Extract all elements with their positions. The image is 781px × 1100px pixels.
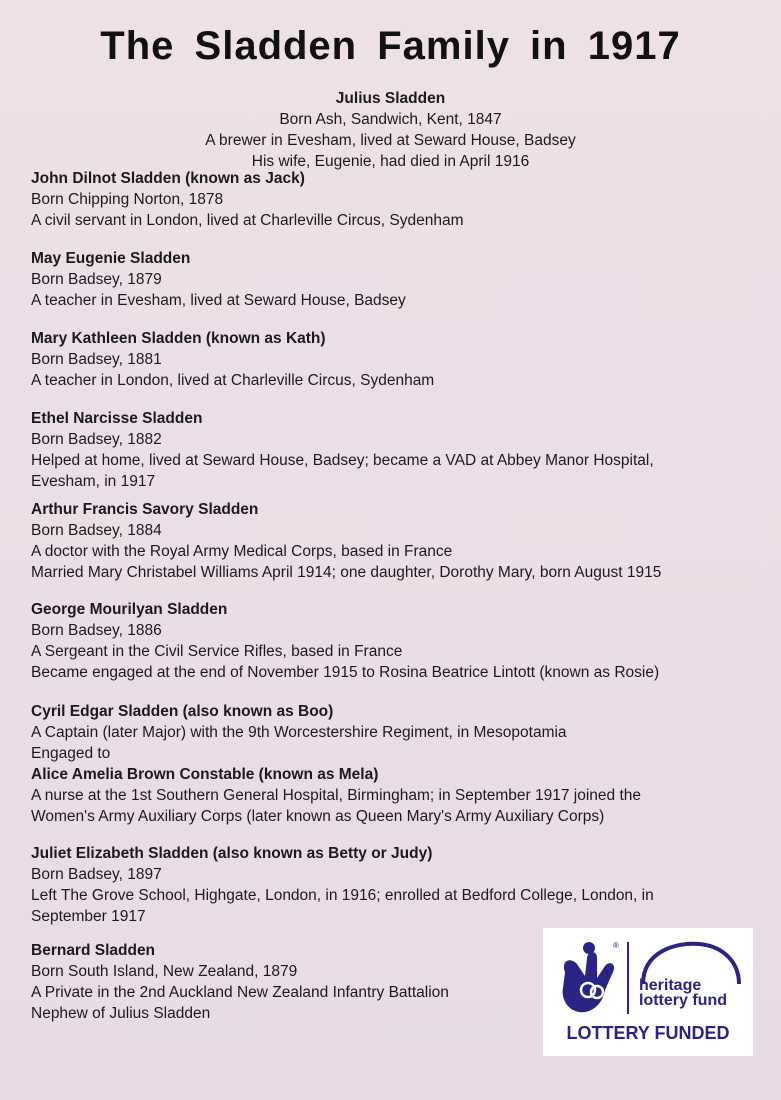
entry-line: A civil servant in London, lived at Charleville Circus, Sydenham (31, 212, 464, 229)
entry-name: George Mourilyan Sladden (31, 601, 228, 618)
entry-line: Born Badsey, 1879 (31, 271, 162, 288)
entry-name: John Dilnot Sladden (known as Jack) (31, 170, 305, 187)
entry-line: Evesham, in 1917 (31, 473, 156, 490)
heritage-lottery-fund-logo (543, 928, 753, 1056)
entry-name: Julius Sladden (335, 90, 446, 107)
hlf-wordmark (635, 940, 745, 1018)
entry-line: Women's Army Auxiliary Corps (later known as Queen Mary's Army Auxiliary Corps) (31, 808, 605, 825)
entry-line: A teacher in Evesham, lived at Seward House, Badsey (31, 292, 406, 309)
entry-line: Born Badsey, 1881 (31, 351, 162, 368)
lottery-funded-label: LOTTERY FUNDED (566, 1023, 730, 1043)
entry-name: Bernard Sladden (31, 942, 156, 959)
entry-name: Ethel Narcisse Sladden (31, 410, 203, 427)
entry-line: Engaged to (31, 745, 111, 762)
person-entry-arthur (31, 499, 731, 583)
entry-line: A doctor with the Royal Army Medical Corps, based in France (31, 543, 453, 560)
svg-text:®: ® (613, 941, 619, 950)
person-entry-cyril (31, 701, 731, 827)
person-entry-juliet (31, 843, 731, 927)
entry-line: Nephew of Julius Sladden (31, 1005, 211, 1022)
entry-line: September 1917 (31, 908, 146, 925)
logo-divider (627, 942, 629, 1014)
entry-line: Married Mary Christabel Williams April 1914; one daughter, Dorothy Mary, born August 1915 (31, 564, 662, 581)
entry-line: Born Chipping Norton, 1878 (31, 191, 224, 208)
entry-line: Born South Island, New Zealand, 1879 (31, 963, 298, 980)
entry-line: Left The Grove School, Highgate, London, in 1916; enrolled at Bedford College, London, in (31, 887, 654, 904)
entry-line: A Captain (later Major) with the 9th Worcestershire Regiment, in Mesopotamia (31, 724, 567, 741)
patriarch-entry (0, 88, 781, 172)
entry-line: A Private in the 2nd Auckland New Zealand Infantry Battalion (31, 984, 449, 1001)
entry-line: His wife, Eugenie, had died in April 1916 (251, 153, 530, 170)
page-title: The Sladden Family in 1917 (100, 24, 681, 68)
entry-line: Born Ash, Sandwich, Kent, 1847 (279, 111, 502, 128)
person-entry-ethel (31, 408, 731, 492)
entry-line: A brewer in Evesham, lived at Seward House, Badsey (205, 132, 576, 149)
entry-line: A Sergeant in the Civil Service Rifles, based in France (31, 643, 403, 660)
person-entry-george (31, 599, 731, 683)
person-entry-jack (31, 168, 731, 231)
entry-line: Born Badsey, 1886 (31, 622, 162, 639)
person-entry-kath (31, 328, 731, 391)
entry-line: Born Badsey, 1897 (31, 866, 162, 883)
logo-brand-line: heritage (639, 977, 702, 994)
entry-line: Born Badsey, 1882 (31, 431, 162, 448)
person-entry-bernard (31, 940, 531, 1024)
entry-line: Became engaged at the end of November 1915 to Rosina Beatrice Lintott (known as Rosie) (31, 664, 660, 681)
entry-line: Born Badsey, 1884 (31, 522, 162, 539)
entry-name: Arthur Francis Savory Sladden (31, 501, 259, 518)
partner-name: Alice Amelia Brown Constable (known as Mela) (31, 766, 379, 783)
entry-name: Mary Kathleen Sladden (known as Kath) (31, 330, 326, 347)
entry-name: May Eugenie Sladden (31, 250, 191, 267)
entry-line: A nurse at the 1st Southern General Hospital, Birmingham; in September 1917 joined the (31, 787, 642, 804)
entry-line: Helped at home, lived at Seward House, Badsey; became a VAD at Abbey Manor Hospital, (31, 452, 654, 469)
entry-line: A teacher in London, lived at Charleville Circus, Sydenham (31, 372, 435, 389)
entry-name: Cyril Edgar Sladden (also known as Boo) (31, 703, 334, 720)
logo-brand-line: lottery fund (639, 992, 727, 1009)
person-entry-may (31, 248, 731, 311)
crossed-fingers-icon (555, 938, 621, 1027)
entry-name: Juliet Elizabeth Sladden (also known as Betty or Judy) (31, 845, 433, 862)
